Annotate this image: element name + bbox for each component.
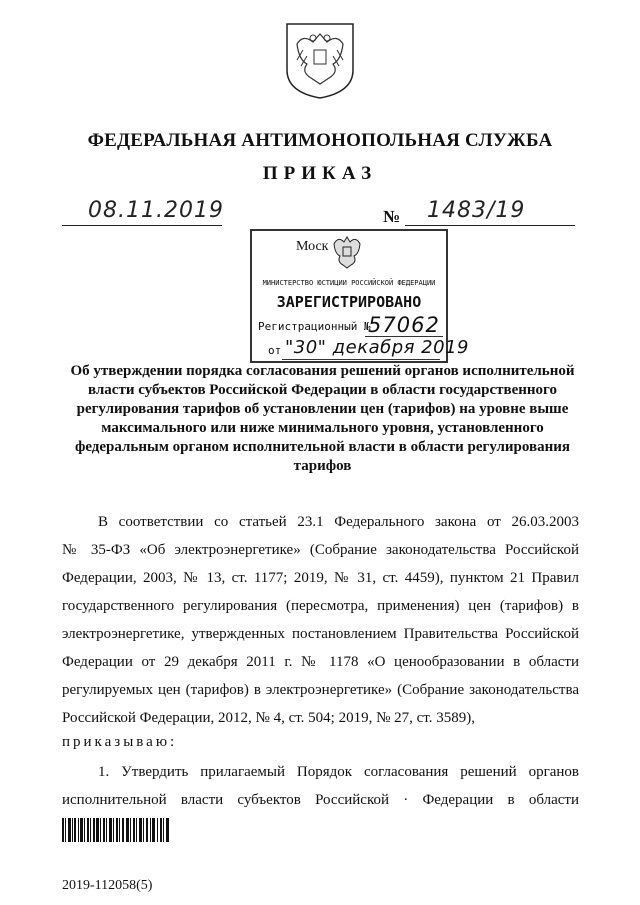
body-line: 1. Утвердить прилагаемый Порядок согласования решений органов (98, 764, 579, 780)
stamp-from-label: от (268, 344, 282, 357)
body-line: В соответствии со статьей 23.1 Федерального закона от 26.03.2003 (98, 514, 579, 530)
body-line: Российской Федерации, 2012, № 4, ст. 504; 2019, № 27, ст. 3589), (62, 710, 475, 726)
coat-of-arms-emblem-icon (330, 232, 364, 272)
order-number: 1483/19 (427, 198, 526, 223)
body-line: Федерации, 2003, № 13, ст. 1177; 2019, № 31, ст. 4459), пунктом 21 Правил (62, 570, 579, 586)
stamp-date-underline (282, 359, 440, 360)
barcode-icon (62, 818, 169, 842)
document-code: 2019-112058(5) (62, 878, 153, 893)
body-line: Федерации от 29 декабря 2011 г. № 1178 «О ценообразовании в области (62, 654, 579, 670)
order-verb: приказываю: (62, 734, 178, 750)
stamp-ministry: МИНИСТЕРСТВО ЮСТИЦИИ РОССИЙСКОЙ ФЕДЕРАЦИИ (262, 279, 436, 287)
body-line: электроэнергетике, утвержденных постановлением Правительства Российской (62, 626, 579, 642)
stamp-city: Моск (296, 239, 329, 254)
stamp-regnum-value: 57062 (368, 313, 440, 337)
number-sign: № (383, 207, 401, 226)
number-underline (405, 225, 575, 226)
order-subject: Об утверждении порядка согласования решений органов исполнительной власти субъектов Российской Федерации в области государственного регулирования тарифов об установлении цен (тарифов) на уровне выше максимального или ниже минимального уровня, установленного федеральным органом исполнительной власти в области регулирования тарифов (70, 363, 575, 474)
order-date: 08.11.2019 (88, 198, 224, 223)
date-underline (62, 225, 222, 226)
agency-name: ФЕДЕРАЛЬНАЯ АНТИМОНОПОЛЬНАЯ СЛУЖБА (87, 130, 553, 151)
stamp-from-date: "30" декабря 2019 (285, 337, 469, 358)
body-line: № 35-ФЗ «Об электроэнергетике» (Собрание законодательства Российской (62, 542, 579, 558)
stamp-registered: ЗАРЕГИСТРИРОВАНО (276, 293, 422, 311)
stamp-regnum-label: Регистрационный № (258, 320, 371, 333)
coat-of-arms-emblem-icon (283, 20, 357, 100)
body-line: регулируемых цен (тарифов) в электроэнергетике» (Собрание законодательства (62, 682, 579, 698)
body-line: исполнительной власти субъектов Российской · Федерации в области (62, 792, 579, 808)
body-line: государственного регулирования (пересмотра, применения) цен (тарифов) в (62, 598, 579, 614)
order-title: ПРИКАЗ (262, 163, 378, 184)
